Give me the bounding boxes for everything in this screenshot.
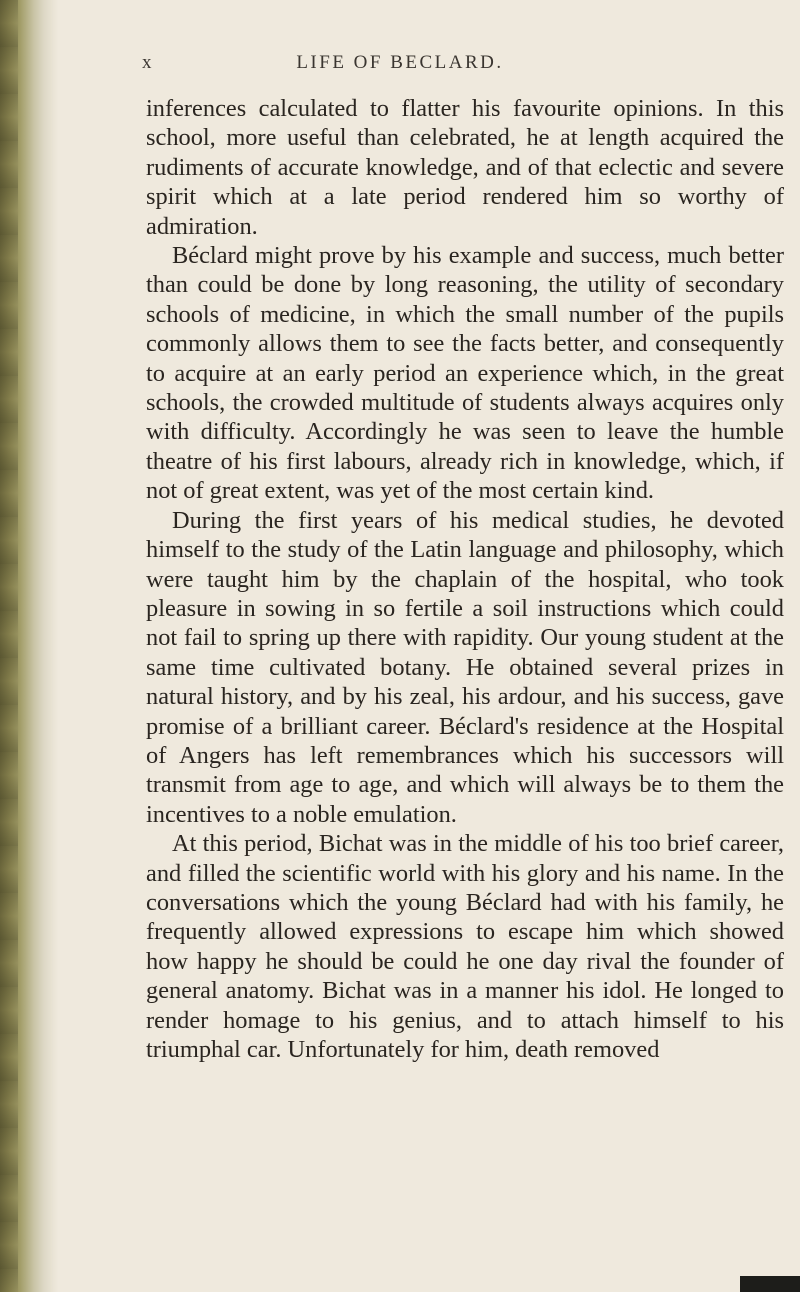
- running-title: LIFE OF BECLARD.: [296, 52, 504, 73]
- page-corner-shadow: [740, 1276, 800, 1292]
- paragraph: At this period, Bichat was in the middle of his too brief career, and filled the scientific world with his glory and his name. In the conversations which the young Béclard had with his family, he frequently allowed expressions to escape him which showed how happy he should be could he one day rival the founder of general anatomy. Bichat was in a manner his idol. He longed to render homage to his genius, and to attach himself to his triumphal car. Unfortunately for him, death removed: [146, 830, 784, 1063]
- paragraph-continued: inferences calculated to flatter his favourite opinions. In this school, more useful than celebrated, he at length acquired the rudiments of accurate knowledge, and of that eclectic and severe spirit which at a late period rendered him so worthy of admiration.: [146, 95, 784, 240]
- paragraph: During the first years of his medical studies, he devoted himself to the study of the Latin language and philosophy, which were taught him by the chaplain of the hospital, who took pleasure in sowing in so fertile a soil instructions which could not fail to spring up there with rapidity. Our young student at the same time cultivated botany. He obtained several prizes in natural history, and by his zeal, his ardour, and his success, gave promise of a brilliant career. Béclard's residence at the Hospital of Angers has left remembrances which his successors will transmit from age to age, and which will always be to them the incentives to a noble emulation.: [146, 506, 784, 828]
- page-number: x: [142, 52, 153, 73]
- book-binding-edge: [0, 0, 58, 1292]
- body-text: [146, 94, 784, 1064]
- paragraph: Béclard might prove by his example and success, much better than could be done by long reasoning, the utility of secondary schools of medicine, in which the small number of the pupils commonly allows them to see the facts better, and consequently to acquire at an early period an experience which, in the great schools, the crowded multitude of students always acquires only with difficulty. Accordingly he was seen to leave the humble theatre of his first labours, already rich in knowledge, which, if not of great extent, was yet of the most certain kind.: [146, 242, 784, 505]
- running-head: [0, 52, 800, 82]
